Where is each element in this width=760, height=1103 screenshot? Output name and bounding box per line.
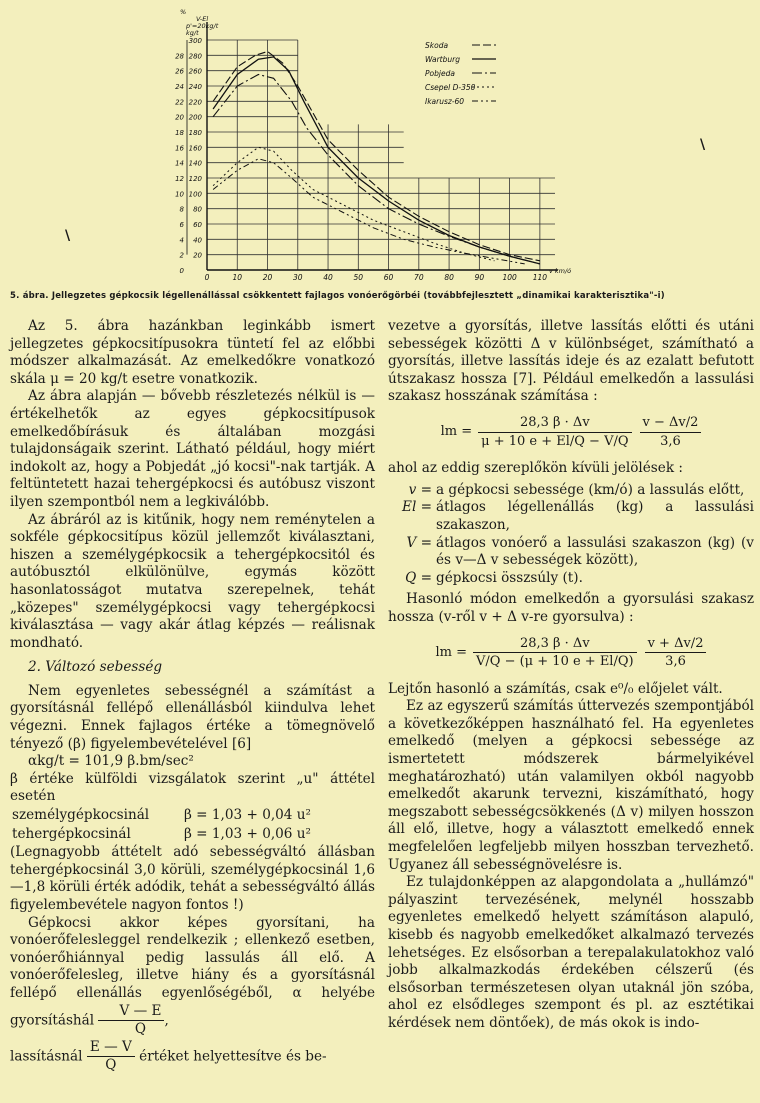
symbol-definitions [398, 482, 754, 588]
fraction-numerator: v + Δv/2 [645, 635, 707, 654]
chart-axes [175, 8, 571, 282]
y-tick-label-percent: 22 [175, 98, 184, 107]
y-tick-label-percent: 24 [175, 83, 184, 91]
paragraph: β értéke külföldi vizsgálatok szerint „u" áttétel esetén [10, 770, 375, 805]
fraction-numerator: E — V [87, 1039, 135, 1058]
beta-equation-truck [10, 826, 375, 844]
x-unit-label: v km/ó [548, 267, 572, 275]
fraction [87, 1039, 135, 1075]
fraction-numerator: 28,3 β · Δv [478, 414, 631, 433]
paragraph: Ez az egyszerű számítás úttervezés szempontjából a következőképpen használható fel. Ha egyenletes emelkedő (melyen a gépkocsi sebessége az ismertetett módszerek bármelyikével meghatározható) után valamilyen okból nagyobb emelkedőt akarunk tervezni, kiszámítható, hogy megszabott sebességcsökkenés (Δ v) milyen hosszon áll elő, illetve, hogy a választott emelkedő ennek megfelelően legfeljebb milyen hosszban tervezhető. Ugyanez áll sebességnövelésre is. [388, 698, 754, 873]
equation-deceleration [388, 414, 754, 450]
fraction-denominator: Q [105, 1057, 117, 1074]
paragraph: Lejtőn hasonló a számítás, csak e⁰/₀ előjelet vált. [388, 680, 723, 697]
y-tick-label-percent: 4 [179, 236, 184, 245]
definition-row [398, 482, 754, 500]
chart-legend [425, 41, 496, 106]
series-line-pobjeda [213, 75, 540, 264]
definition-text: átlagos légellenállás (kg) a lassulási szakaszon, [436, 499, 754, 533]
x-tick-label: 40 [323, 273, 333, 282]
paragraph-text: lassításnál [10, 1048, 83, 1065]
x-tick-label: 90 [474, 273, 485, 282]
right-column [388, 318, 754, 1033]
definition-symbol: v = [408, 481, 432, 498]
definition-row [398, 499, 754, 534]
left-column [10, 318, 375, 1075]
y-tick-label-kgt: 220 [188, 98, 202, 107]
y-tick-label-percent: 14 [175, 159, 184, 168]
margin-mark: \ [700, 137, 706, 153]
fraction-numerator: 28,3 β · Δv [473, 635, 637, 654]
y-tick-label-kgt: 280 [188, 52, 202, 61]
x-tick-label: 30 [293, 273, 303, 282]
paragraph: Hasonló módon emelkedőn a gyorsulási szakasz hossza (v-ről v + Δ v-re gyorsulva) : [388, 591, 754, 625]
beta-equation-car [10, 807, 375, 825]
definition-text: átlagos vonóerő a lassulási szakaszon (kg) (v és v—Δ v sebességek között), [436, 534, 754, 569]
figure-5-chart [0, 0, 760, 290]
series-line-csepel-d-350 [213, 147, 494, 260]
legend-label: Pobjeda [425, 69, 455, 78]
y-tick-label-percent: 28 [175, 52, 184, 61]
y-tick-label-percent: 8 [179, 205, 184, 214]
x-tick-label: 70 [414, 273, 424, 282]
y-tick-label-kgt: 60 [193, 221, 202, 229]
equation-label: személygépkocsinál [12, 807, 150, 824]
x-tick-label: 20 [262, 273, 273, 282]
legend-label: Csepel D-350 [425, 83, 476, 92]
fraction [640, 414, 702, 450]
definition-row [398, 570, 754, 588]
definition-row [398, 535, 754, 570]
y-tick-label-kgt: 80 [193, 205, 202, 214]
chart-curves [213, 52, 540, 264]
y-tick-label-kgt: 40 [193, 236, 202, 245]
legend-label: Skoda [425, 41, 449, 50]
paragraph-text: értéket helyettesítve és be- [139, 1048, 327, 1065]
y-tick-label-kgt: 300 [188, 37, 202, 45]
paragraph: ahol az eddig szereplőkön kívüli jelölések : [388, 460, 683, 477]
legend-label: Ikarusz-60 [425, 97, 465, 106]
y-unit-label: kg/t [186, 29, 199, 37]
equation-formula: β = 1,03 + 0,04 u² [184, 807, 311, 824]
fraction-numerator: V — E [98, 1003, 164, 1022]
fraction [478, 414, 631, 450]
definition-symbol: El = [402, 499, 432, 516]
x-tick-label: 80 [444, 273, 454, 282]
equation-acceleration [388, 635, 754, 671]
paragraph: vezetve a gyorsítás, illetve lassítás előtti és utáni sebességek közötti Δ v különbséget, számítható a gyorsítás, illetve lassítás ideje és az ezalatt befutott útszakasz hossza [7]. Például emelkedőn a lassulási szakasz hosszának számítása : [388, 318, 754, 405]
fraction-denominator: μ + 10 e + El/Q − V/Q [481, 433, 629, 449]
figure-caption: 5. ábra. Jellegzetes gépkocsik légellenállással csökkentett fajlagos vonóerőgörbéi (továbbfejlesztett „dinamikai karakterisztika"-i) [10, 291, 665, 301]
y-tick-label-kgt: 260 [188, 67, 202, 76]
equation-lhs: lm = [435, 644, 468, 660]
fraction-denominator: Q [134, 1021, 147, 1038]
x-tick-label: 110 [532, 273, 548, 282]
paragraph: Az 5. ábra hazánkban leginkább ismert jellegzetes gépkocsitípusokra tüntetí fel az előbbi módszer alkalmazását. Az emelkedőkre vonatkozó skála μ = 20 kg/t esetre vonatkozik. [10, 318, 375, 387]
equation-formula: β = 1,03 + 0,06 u² [184, 825, 311, 842]
paragraph: Nem egyenletes sebességnél a számítást a gyorsításnál fellépő ellenállásból kiindulva lehet végezni. Ennek fajlagos értéke a tömegnövelő tényező (β) figyelembevételével [6] [10, 682, 375, 752]
y-tick-label-kgt: 140 [188, 159, 202, 168]
definition-symbol: V = [406, 534, 432, 551]
y-tick-label-kgt: 20 [193, 251, 202, 260]
y-unit-label: V-El [196, 15, 209, 23]
x-tick-label: 0 [204, 273, 210, 282]
y-tick-label-percent: 18 [175, 129, 184, 137]
definition-text: a gépkocsi sebessége (km/ó) a lassulás előtt, [436, 481, 745, 498]
y-tick-label-kgt: 120 [188, 175, 202, 183]
y-tick-label-percent: 6 [179, 221, 184, 229]
y-tick-label-percent: 10 [175, 190, 184, 199]
y-tick-label-kgt: 180 [188, 129, 202, 137]
y-tick-label-kgt: 100 [188, 190, 202, 199]
definition-text: gépkocsi összsúly (t). [436, 569, 583, 586]
x-tick-label: 100 [502, 273, 517, 282]
paragraph: Ez tulajdonképpen az alapgondolata a „hullámzó" pályaszint tervezésének, melynél hosszabb egyenletes emelkedő helyett számításon alapuló, kisebb és nagyobb emelkedőket alkalmazó tervezés lehetséges. Ez elsősorban a terepalakulatokhoz való jobb alkalmazkodás érdekében célszerű (és elsősorban természetesen olyan utaknál jön szóba, ahol ez elsődleges szempont és pl. az esztétikai kérdések nem döntőek), de más okok is indo- [388, 874, 754, 1031]
equation-label: tehergépkocsinál [12, 825, 131, 842]
margin-mark: \ [65, 228, 71, 244]
paragraph: Az ábráról az is kitűnik, hogy nem reménytelen a sokféle gépkocsitípus közül jellemzőt kiválasztani, hiszen a személygépkocsik a tehergépkocsitól és autóbusztól elkülönülve, egymás között hasonlatosságot mutatva szerepelnek, tehát „közepes" személygépkocsi vagy tehergépkocsi kiválasztása — vagy akár átlag képzés — reálisnak mondható. [10, 511, 375, 651]
series-line-wartburg [213, 57, 540, 264]
fraction-numerator: v − Δv/2 [640, 414, 702, 433]
formula-alpha: αkg/t = 101,9 β.bm/sec² [28, 753, 194, 770]
paragraph: Az ábra alapján — bővebb részletezés nélkül is — értékelhetők az egyes gépkocsitípusok emelkedőbírásuk és általában mozgási tulajdonságaik szerint. Látható például, hogy miért indokolt az, hogy a Pobjedát „jó kocsi"-nak tartják. A feltüntetett hazai tehergépkocsi és autóbusz viszont ilyen szempontból nem a legkiválóbb. [10, 388, 375, 510]
fraction [645, 635, 707, 671]
y-tick-label-percent: 16 [175, 144, 184, 153]
y-tick-label-percent: 0 [179, 267, 184, 275]
definition-symbol: Q = [405, 569, 432, 586]
paragraph [10, 1039, 375, 1075]
paragraph-text: Gépkocsi akkor képes gyorsítani, ha vonóerőfelesleggel rendelkezik ; ellenkező esetben, vonóerőhiánnyal pedig lassulás áll elő. A vonóerőfelesleg, illetve hiány és a gyorsításnál fellépő ellenállás egyenlőségéből, α helyébe gyorsításhál [10, 914, 375, 1029]
x-tick-label: 60 [383, 273, 394, 282]
x-tick-label: 50 [353, 273, 364, 282]
y-tick-label-kgt: 200 [188, 113, 202, 122]
x-tick-label: 10 [232, 273, 243, 282]
series-line-ikarusz-60 [213, 159, 525, 264]
paragraph: (Legnagyobb áttételt adó sebességváltó állásban tehergépkocsinál 3,0 körüli, személygépkocsinál 1,6—1,8 körüli érték adódik, tehát a sebességváltó állás figyelembevétele nagyon fontos !) [10, 844, 375, 913]
legend-label: Wartburg [425, 55, 460, 64]
fraction-denominator: V/Q − (μ + 10 e + El/Q) [476, 654, 634, 670]
y-tick-label-percent: 20 [175, 113, 184, 122]
equation-lhs: lm = [440, 424, 473, 440]
y-unit-label: p'=20kg/t [186, 22, 219, 30]
fraction-denominator: 3,6 [665, 654, 686, 670]
y-tick-label-percent: 26 [175, 67, 184, 76]
y-tick-label-percent: 2 [179, 251, 184, 260]
y-tick-label-kgt: 240 [188, 83, 202, 91]
fraction [98, 1003, 164, 1039]
section-heading: 2. Változó sebesség [28, 659, 163, 676]
fraction [473, 635, 637, 671]
y-tick-label-percent: 12 [175, 175, 184, 183]
y-tick-label-kgt: 160 [188, 144, 202, 153]
fraction-denominator: 3,6 [660, 433, 681, 449]
y-unit-label: % [180, 8, 187, 16]
paragraph: Gépkocsi akkor képes gyorsítani, ha vonóerőfelesleggel rendelkezik ; ellenkező esetben, vonóerőhiánnyal pedig lassulás áll elő. A vonóerőfelesleg, illetve hiány és a gyorsításnál fellépő ellenállás egyenlőségéből, α helyébe gyorsításhál $\frac{V — E}{Q}$ , [10, 914, 375, 1038]
